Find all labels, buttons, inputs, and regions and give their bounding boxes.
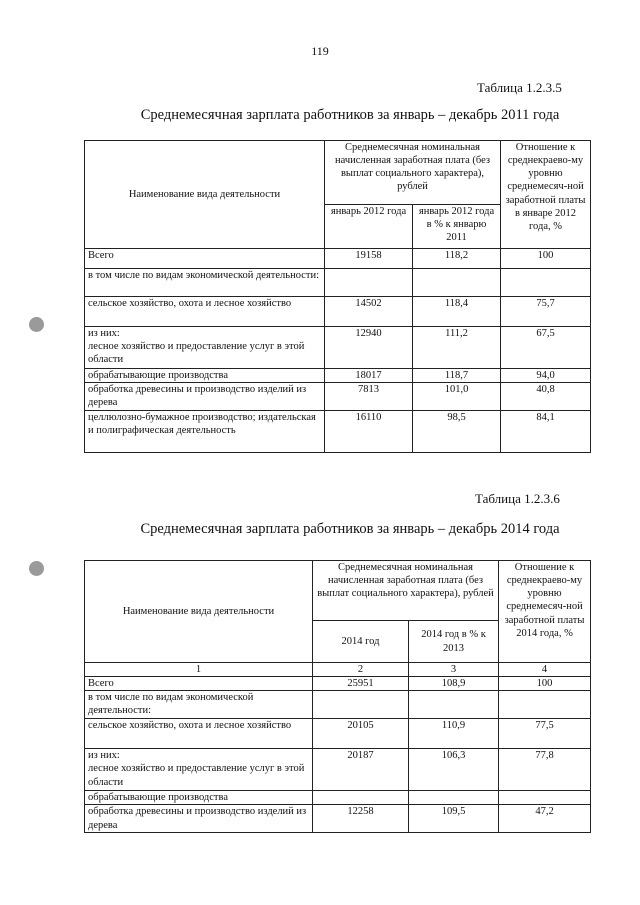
- table-caption: Таблица 1.2.3.5: [477, 80, 562, 95]
- salary-table-2011: [84, 140, 591, 453]
- header-percent: 2014 год в % к 2013: [409, 621, 499, 663]
- value-percent: 118,4: [413, 297, 501, 327]
- punch-hole: [29, 317, 44, 332]
- column-number: 4: [499, 663, 591, 677]
- salary-table-2014: [84, 560, 591, 833]
- value-salary: [325, 269, 413, 297]
- value-salary: 16110: [325, 411, 413, 453]
- value-ratio: [501, 269, 591, 297]
- value-salary: 19158: [325, 249, 413, 269]
- punch-hole: [29, 561, 44, 576]
- table-caption: Таблица 1.2.3.6: [475, 491, 560, 506]
- activity-name: сельское хозяйство, охота и лесное хозяйство: [85, 719, 313, 749]
- value-salary: 25951: [313, 677, 409, 691]
- activity-name: обрабатывающие производства: [85, 791, 313, 805]
- value-percent: 111,2: [413, 327, 501, 369]
- value-ratio: 47,2: [499, 805, 591, 833]
- header-percent: январь 2012 года в % к январю 2011: [413, 205, 501, 249]
- value-percent: [409, 791, 499, 805]
- table-title: Среднемесячная зарплата работников за январь – декабрь 2014 года: [140, 521, 560, 537]
- value-ratio: 100: [499, 677, 591, 691]
- value-percent: 118,2: [413, 249, 501, 269]
- value-salary: [313, 791, 409, 805]
- activity-name: обработка древесины и производство изделий из дерева: [85, 383, 325, 411]
- column-number: 1: [85, 663, 313, 677]
- value-percent: 108,9: [409, 677, 499, 691]
- activity-name: сельское хозяйство, охота и лесное хозяйство: [85, 297, 325, 327]
- value-salary: 20105: [313, 719, 409, 749]
- value-percent: 118,7: [413, 369, 501, 383]
- header-activity: Наименование вида деятельности: [85, 561, 313, 663]
- value-percent: 101,0: [413, 383, 501, 411]
- value-percent: 110,9: [409, 719, 499, 749]
- value-percent: 109,5: [409, 805, 499, 833]
- table-row: [85, 691, 591, 719]
- table-row: [85, 383, 591, 411]
- value-salary: 14502: [325, 297, 413, 327]
- value-ratio: [499, 691, 591, 719]
- activity-name: из них: лесное хозяйство и предоставление услуг в этой области: [85, 327, 325, 369]
- value-percent: 106,3: [409, 749, 499, 791]
- value-ratio: 94,0: [501, 369, 591, 383]
- activity-name: обрабатывающие производства: [85, 369, 325, 383]
- column-number: 2: [313, 663, 409, 677]
- table-row: [85, 411, 591, 453]
- value-percent: [409, 691, 499, 719]
- table-row: [85, 805, 591, 833]
- header-period: 2014 год: [313, 621, 409, 663]
- table-row: [85, 269, 591, 297]
- value-ratio: 67,5: [501, 327, 591, 369]
- page-number: 119: [311, 44, 329, 58]
- header-activity: Наименование вида деятельности: [85, 141, 325, 249]
- value-percent: [413, 269, 501, 297]
- header-ratio: Отношение к среднекраево-му уровню среднемесяч-ной заработной платы в январе 2012 года, %: [501, 141, 591, 249]
- header-ratio: Отношение к среднекраево-му уровню среднемесяч-ной заработной платы 2014 года, %: [499, 561, 591, 663]
- value-ratio: 77,5: [499, 719, 591, 749]
- value-ratio: 100: [501, 249, 591, 269]
- table-row: [85, 369, 591, 383]
- header-salary-group: Среднемесячная номинальная начисленная заработная плата (без выплат социального характера), рублей: [325, 141, 501, 205]
- value-ratio: [499, 791, 591, 805]
- table-row: [85, 749, 591, 791]
- value-ratio: 40,8: [501, 383, 591, 411]
- table-row: [85, 297, 591, 327]
- value-salary: 7813: [325, 383, 413, 411]
- table-title: Среднемесячная зарплата работников за январь – декабрь 2011 года: [140, 107, 560, 123]
- value-salary: 12940: [325, 327, 413, 369]
- table-row: [85, 677, 591, 691]
- activity-name: целлюлозно-бумажное производство; издательская и полиграфическая деятельность: [85, 411, 325, 453]
- table-row: [85, 249, 591, 269]
- activity-name: Всего: [85, 249, 325, 269]
- value-ratio: 84,1: [501, 411, 591, 453]
- value-percent: 98,5: [413, 411, 501, 453]
- value-ratio: 75,7: [501, 297, 591, 327]
- header-period: январь 2012 года: [325, 205, 413, 249]
- activity-name: в том числе по видам экономической деятельности:: [85, 691, 313, 719]
- table-row: [85, 719, 591, 749]
- activity-name: из них: лесное хозяйство и предоставление услуг в этой области: [85, 749, 313, 791]
- activity-name: обработка древесины и производство изделий из дерева: [85, 805, 313, 833]
- table-row: [85, 327, 591, 369]
- value-ratio: 77,8: [499, 749, 591, 791]
- value-salary: [313, 691, 409, 719]
- activity-name: в том числе по видам экономической деятельности:: [85, 269, 325, 297]
- value-salary: 18017: [325, 369, 413, 383]
- value-salary: 12258: [313, 805, 409, 833]
- column-number: 3: [409, 663, 499, 677]
- table-row: [85, 791, 591, 805]
- value-salary: 20187: [313, 749, 409, 791]
- header-salary-group: Среднемесячная номинальная начисленная заработная плата (без выплат социального характера), рублей: [313, 561, 499, 621]
- activity-name: Всего: [85, 677, 313, 691]
